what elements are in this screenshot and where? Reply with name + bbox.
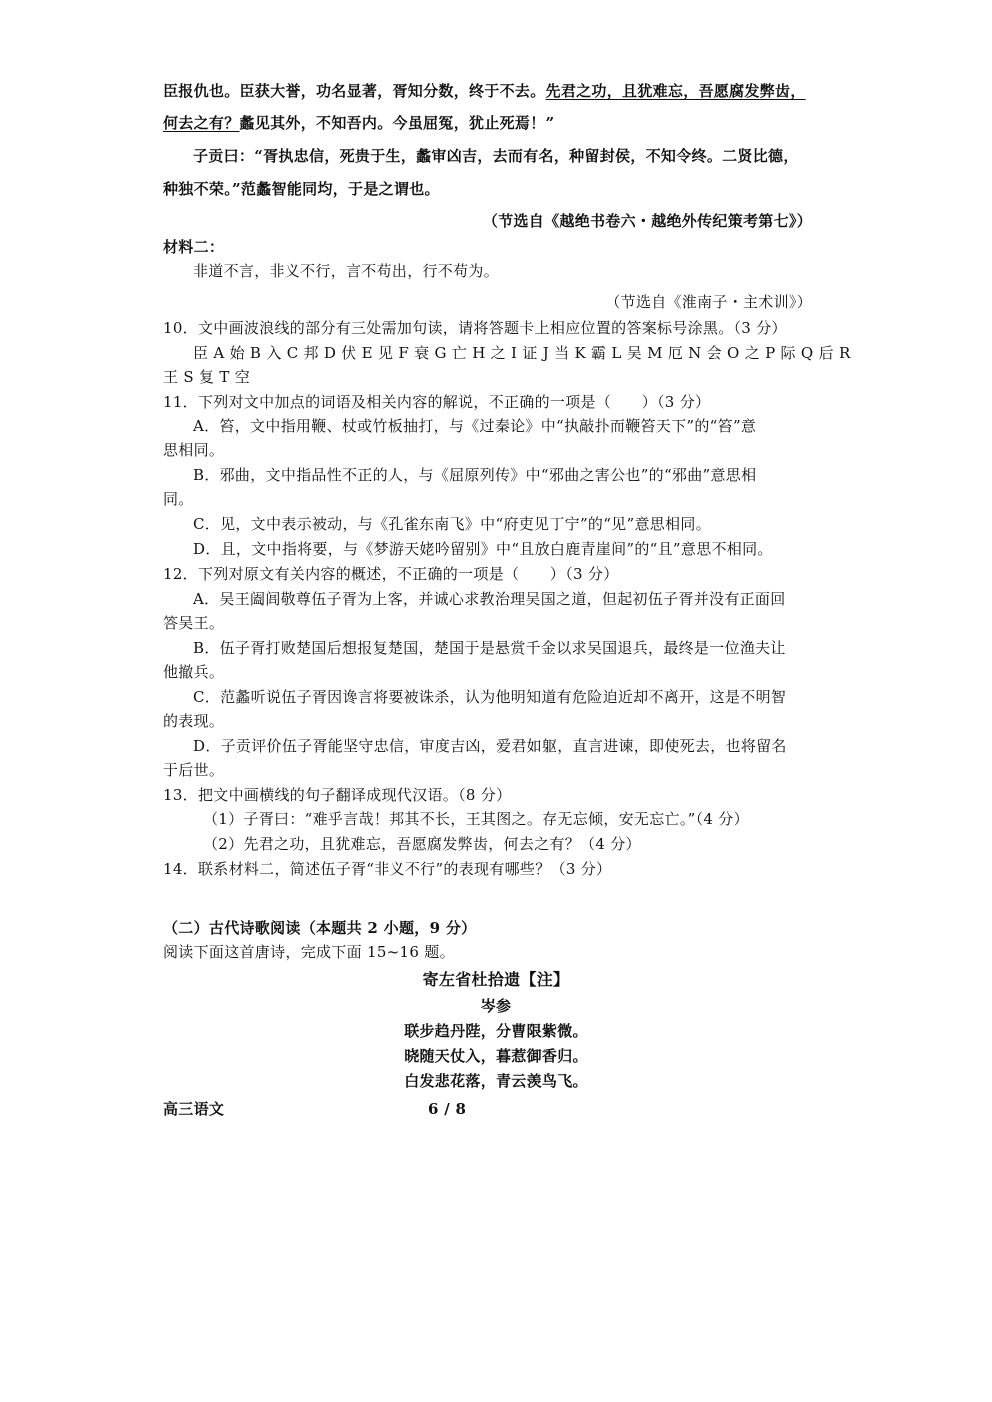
q11-option-a-line2: 思相同。 <box>163 441 225 459</box>
poem-line-2: 晓随天仗入，暮惹御香归。 <box>404 1047 588 1065</box>
section2-heading: （二）古代诗歌阅读（本题共 2 小题，9 分） <box>163 919 477 937</box>
q13-sentence-2: （2）先君之功，且犹难忘，吾愿腐发弊齿，何去之有？（4 分） <box>203 835 641 853</box>
material1-source: （节选自《越绝书卷六・越绝外传纪策考第七》） <box>482 212 812 230</box>
q10-option-line2: 王 S 复 T 空 <box>163 368 251 386</box>
q12-stem: 12．下列对原文有关内容的概述，不正确的一项是（ ）（3 分） <box>163 565 619 583</box>
translation-sentence-2-part1: 先君之功，且犹难忘，吾愿腐发弊齿， <box>545 82 806 100</box>
material2-text: 非道不言，非义不行，言不苟出，行不苟为。 <box>193 262 500 280</box>
q11-option-b-line1: B．邪曲，文中指品性不正的人，与《屈原列传》中“邪曲之害公也”的“邪曲”意思相 <box>193 466 757 484</box>
material1-line2-plain: 蠡见其外，不知吾内。今虽屈冤，犹止死焉！” <box>239 114 555 132</box>
q12-option-c-line1: C．范蠡听说伍子胥因谗言将要被诛杀，认为他明知道有危险迫近却不离开，这是不明智 <box>193 688 787 706</box>
material2-source: （节选自《淮南子・主术训》） <box>605 293 812 311</box>
poem-title: 寄左省杜拾遗【注】 <box>422 970 570 989</box>
poem-line-3: 白发悲花落，青云羡鸟飞。 <box>404 1072 588 1090</box>
q12-option-a-line1: A．吴王阖闾敬尊伍子胥为上客，并诚心求教治理吴国之道，但起初伍子胥并没有正面回 <box>193 590 786 608</box>
q12-option-d-line1: D．子贡评价伍子胥能坚守忠信，审度吉凶，爱君如躯，直言进谏，即使死去，也将留名 <box>193 737 787 755</box>
material1-line4: 种独不荣。”范蠡智能同均，于是之谓也。 <box>163 180 440 198</box>
section2-instruction: 阅读下面这首唐诗，完成下面 15~16 题。 <box>163 943 455 961</box>
q10-stem: 10．文中画波浪线的部分有三处需加句读，请将答题卡上相应位置的答案标号涂黑。（3 分） <box>163 319 787 337</box>
q11-option-a-line1: A．笞，文中指用鞭、杖或竹板抽打，与《过秦论》中“执敲扑而鞭笞天下”的“笞”意 <box>193 417 757 435</box>
material1-line1 <box>163 81 806 101</box>
q11-option-b-line2: 同。 <box>163 490 194 508</box>
q10-option-line1: 臣 A 始 B 入 C 邦 D 伏 E 见 F 衰 G 亡 H 之 I 证 J 当 K 霸 L 吴 M 厄 N 会 O 之 P 际 Q 后 R <box>193 344 851 362</box>
material2-heading: 材料二： <box>163 238 225 256</box>
q12-option-a-line2: 答吴王。 <box>163 614 225 632</box>
q11-stem: 11．下列对文中加点的词语及相关内容的解说，不正确的一项是（ ）（3 分） <box>163 393 711 411</box>
q13-stem: 13．把文中画横线的句子翻译成现代汉语。（8 分） <box>163 786 512 804</box>
poem-author: 岑参 <box>480 997 512 1015</box>
material1-line2 <box>163 113 554 133</box>
material1-line3: 子贡曰：“胥执忠信，死贵于生，蠡审凶吉，去而有名，种留封侯，不知令终。二贤比德， <box>193 147 799 165</box>
material1-line1-plain: 臣报仇也。臣获大誉，功名显著，胥知分数，终于不去。 <box>163 82 546 100</box>
translation-sentence-2-part2: 何去之有？ <box>163 114 240 132</box>
q14-stem: 14．联系材料二，简述伍子胥“非义不行”的表现有哪些？（3 分） <box>163 860 612 878</box>
q12-option-b-line2: 他撤兵。 <box>163 663 225 681</box>
q12-option-b-line1: B．伍子胥打败楚国后想报复楚国，楚国于是悬赏千金以求吴国退兵，最终是一位渔夫让 <box>193 639 786 657</box>
q12-option-c-line2: 的表现。 <box>163 712 225 730</box>
footer-page-number: 6 / 8 <box>428 1100 467 1118</box>
q11-option-d: D．且，文中指将要，与《梦游天姥吟留别》中“且放白鹿青崖间”的“且”意思不相同。 <box>193 540 773 558</box>
poem-line-1: 联步趋丹陛，分曹限紫微。 <box>404 1022 588 1040</box>
q11-option-c: C．见，文中表示被动，与《孔雀东南飞》中“府吏见丁宁”的“见”意思相同。 <box>193 515 711 533</box>
q13-sentence-1: （1）子胥曰：“难乎言哉！邦其不长，王其图之。存无忘倾，安无忘亡。”（4 分） <box>203 810 749 828</box>
footer-subject: 高三语文 <box>163 1100 225 1118</box>
q12-option-d-line2: 于后世。 <box>163 761 225 779</box>
